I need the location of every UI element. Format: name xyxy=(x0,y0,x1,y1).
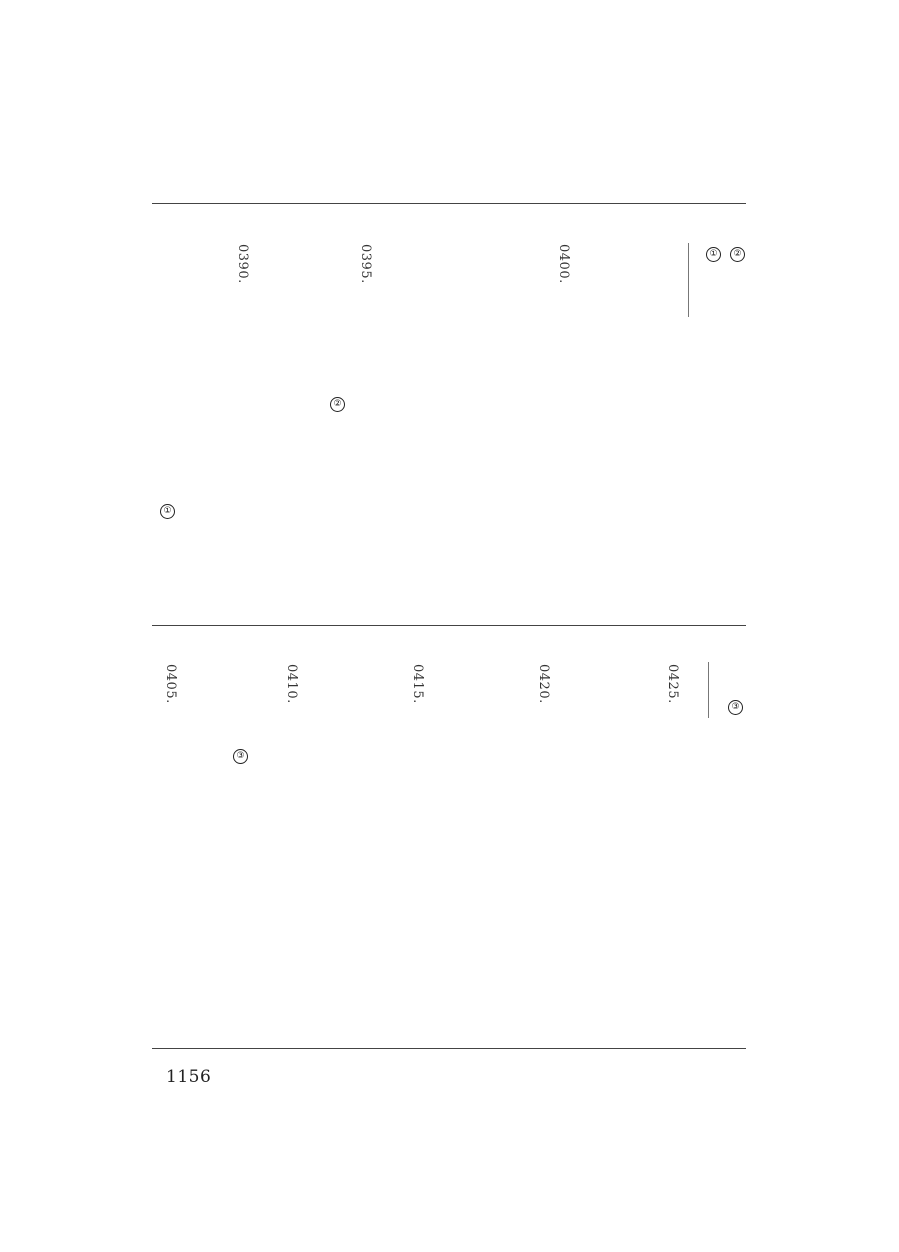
verse-number: 0415. xyxy=(410,664,425,704)
top-rule xyxy=(152,203,746,204)
footnote-mark: ① xyxy=(160,504,175,519)
middle-rule xyxy=(152,625,746,626)
footnote-separator xyxy=(688,243,689,317)
verse-number: 0405. xyxy=(163,664,178,704)
footnote-mark: ③ xyxy=(233,749,248,764)
verse-number: 0425. xyxy=(665,664,680,704)
footnote-separator xyxy=(708,662,709,718)
footnote-mark: ③ xyxy=(728,700,743,715)
page-number: 1156 xyxy=(166,1067,212,1087)
footnote-mark: ② xyxy=(730,247,745,262)
bottom-rule xyxy=(152,1048,746,1049)
verse-number: 0420. xyxy=(536,664,551,704)
verse-number: 0410. xyxy=(284,664,299,704)
footnote-mark: ① xyxy=(706,247,721,262)
footnote-mark: ② xyxy=(330,397,345,412)
verse-number: 0395. xyxy=(358,244,373,284)
verse-number: 0400. xyxy=(556,244,571,284)
verse-number: 0390. xyxy=(235,244,250,284)
